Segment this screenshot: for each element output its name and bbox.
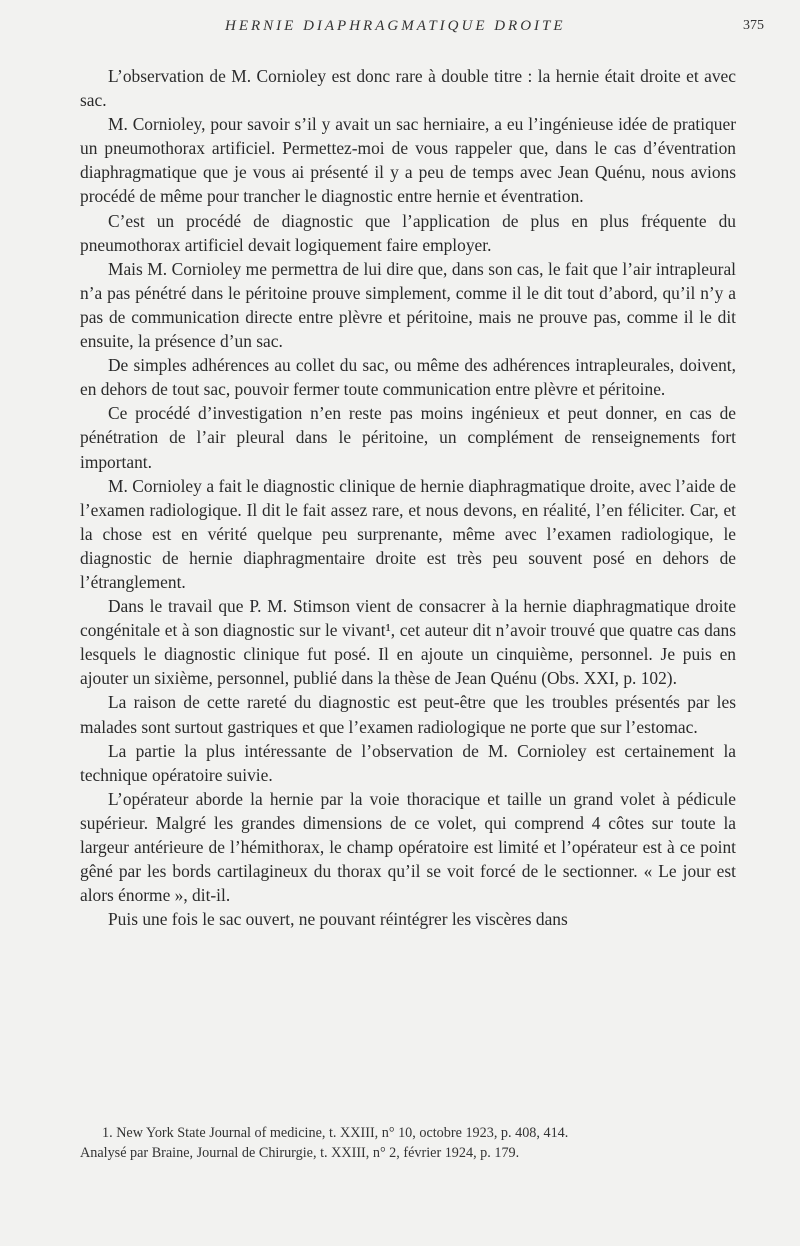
paragraph: Mais M. Cornioley me permettra de lui dire que, dans son cas, le fait que l’air intrapleural n’a pas pénétré dans le péritoine prouve simplement, comme il le dit tout d’abord, qu’il n’y a pas de communication directe entre plèvre et péritoine, mais ne prouve pas, comme il le dit ensuite, la présence d’un sac. bbox=[80, 258, 736, 352]
body-text bbox=[80, 64, 736, 931]
paragraph: De simples adhérences au collet du sac, ou même des adhérences intrapleurales, doivent, en dehors de tout sac, pouvoir fermer toute communication entre plèvre et péritoine. bbox=[80, 355, 736, 400]
paragraph: L’opérateur aborde la hernie par la voie thoracique et taille un grand volet à pédicule supérieur. Malgré les grandes dimensions de ce volet, qui comprend 4 côtes sur toute la largeur antérieure de l’hémithorax, le champ opératoire est limité et l’opérateur est à ce point gêné par les bords cartilagineux du thorax qu’il se voit forcé de le sectionner. « Le jour est alors énorme », dit-il. bbox=[80, 788, 736, 906]
paragraph: La raison de cette rareté du diagnostic est peut-être que les troubles présentés par les malades sont surtout gastriques et que l’examen radiologique ne porte que sur l’estomac. bbox=[80, 692, 736, 737]
footnote-continuation: Analysé par Braine, Journal de Chirurgie, t. XXIII, n° 2, février 1924, p. 179. bbox=[80, 1145, 520, 1161]
paragraph: La partie la plus intéressante de l’observation de M. Cornioley est certainement la technique opératoire suivie. bbox=[80, 740, 736, 785]
page-number: 375 bbox=[743, 18, 764, 33]
running-title: HERNIE DIAPHRAGMATIQUE DROITE bbox=[225, 18, 566, 34]
footnotes bbox=[80, 1123, 736, 1163]
paragraph: Puis une fois le sac ouvert, ne pouvant réintégrer les viscères dans bbox=[108, 909, 568, 930]
footnote: 1. New York State Journal of medicine, t. XXIII, n° 10, octobre 1923, p. 408, 414. bbox=[102, 1125, 569, 1141]
running-head bbox=[0, 18, 800, 42]
paragraph: M. Cornioley a fait le diagnostic clinique de hernie diaphragmatique droite, avec l’aide de l’examen radiologique. Il dit le fait assez rare, et nous devons, en réalité, l’en féliciter. Car, et la chose est en vérité quelque peu surprenante, même avec l’examen radiologique, le diagnostic de hernie diaphragmentaire droite est très peu souvent posé en dehors de l’étranglement. bbox=[80, 475, 736, 592]
paragraph: L’observation de M. Cornioley est donc rare à double titre : la hernie était droite et avec sac. bbox=[80, 66, 736, 111]
paragraph: C’est un procédé de diagnostic que l’application de plus en plus fréquente du pneumothorax artificiel devait logiquement faire employer. bbox=[80, 210, 736, 255]
paragraph: M. Cornioley, pour savoir s’il y avait un sac herniaire, a eu l’ingénieuse idée de pratiquer un pneumothorax artificiel. Permettez-moi de vous rappeler que, dans le cas d’éventration diaphragmatique que je vous ai présenté il y a peu de temps avec Jean Quénu, nous avions procédé de même pour trancher le diagnostic entre hernie et éventration. bbox=[80, 114, 736, 207]
paragraph: Dans le travail que P. M. Stimson vient de consacrer à la hernie diaphragmatique droite congénitale et à son diagnostic sur le vivant¹, cet auteur dit n’avoir trouvé que quatre cas dans lesquels le diagnostic clinique fut posé. Il en ajoute un cinquième, personnel. Je puis en ajouter un sixième, personnel, publié dans la thèse de Jean Quénu (Obs. XXI, p. 102). bbox=[80, 596, 736, 689]
paragraph: Ce procédé d’investigation n’en reste pas moins ingénieux et peut donner, en cas de pénétration de l’air pleural dans le péritoine, un complément de renseignements fort important. bbox=[80, 403, 736, 472]
